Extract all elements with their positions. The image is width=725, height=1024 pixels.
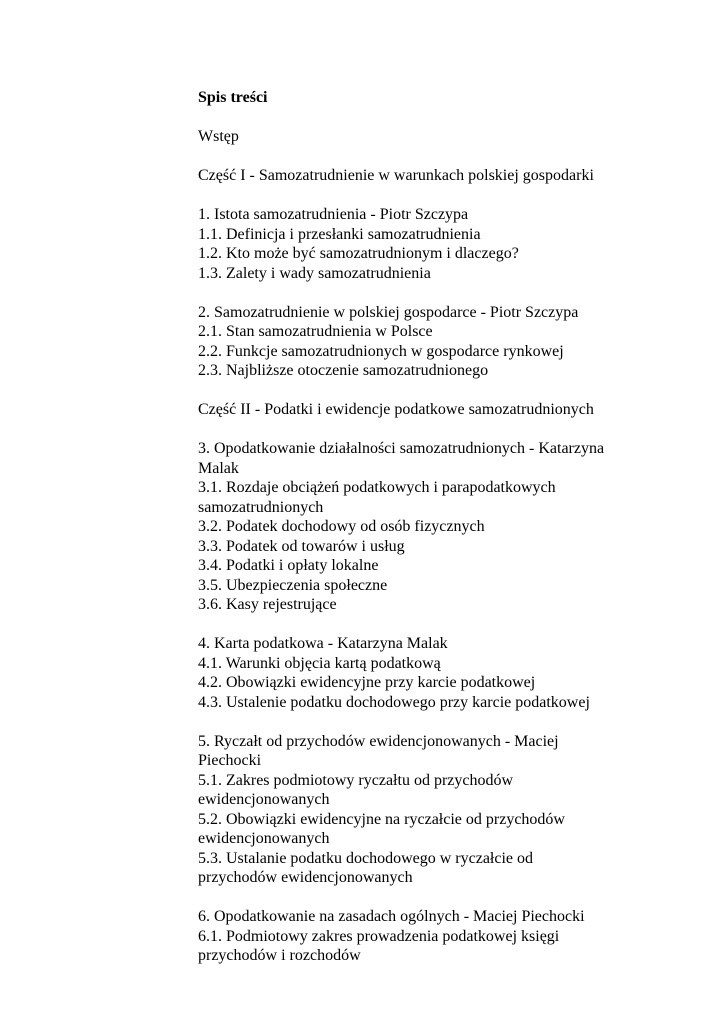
chapter-4 bbox=[198, 634, 668, 712]
chapter-3 bbox=[198, 439, 668, 615]
toc-entry: 4.3. Ustalenie podatku dochodowego przy karcie podatkowej bbox=[198, 693, 590, 711]
table-of-contents bbox=[198, 88, 668, 966]
toc-entry: 3.6. Kasy rejestrujące bbox=[198, 596, 337, 613]
chapter-5-heading: 5. Ryczałt od przychodów ewidencjonowanych - Maciej bbox=[198, 732, 559, 750]
chapter-5 bbox=[198, 732, 668, 888]
toc-entry: 6.1. Podmiotowy zakres prowadzenia podatkowej księgi bbox=[198, 927, 560, 945]
toc-entry: ewidencjonowanych bbox=[198, 830, 330, 847]
spacer bbox=[198, 186, 668, 206]
toc-entry: 2.3. Najbliższe otoczenie samozatrudnionego bbox=[198, 362, 489, 379]
toc-intro: Wstęp bbox=[198, 128, 239, 145]
chapter-1 bbox=[198, 205, 668, 283]
toc-entry: przychodów ewidencjonowanych bbox=[198, 869, 413, 886]
spacer bbox=[198, 712, 668, 732]
part-2-heading: Część II - Podatki i ewidencje podatkowe samozatrudnionych bbox=[198, 401, 594, 418]
chapter-4-heading: 4. Karta podatkowa - Katarzyna Malak bbox=[198, 635, 448, 652]
toc-entry: 3.3. Podatek od towarów i usług bbox=[198, 537, 405, 555]
toc-entry: przychodów i rozchodów bbox=[198, 947, 361, 964]
toc-entry: 2.1. Stan samozatrudnienia w Polsce bbox=[198, 323, 433, 340]
spacer bbox=[198, 147, 668, 167]
spacer bbox=[198, 381, 668, 401]
spacer bbox=[198, 420, 668, 440]
toc-entry: 2.2. Funkcje samozatrudnionych w gospodarce rynkowej bbox=[198, 342, 564, 360]
toc-entry: 5.1. Zakres podmiotowy ryczałtu od przychodów bbox=[198, 771, 514, 789]
toc-entry: samozatrudnionych bbox=[198, 498, 324, 516]
toc-title: Spis treści bbox=[198, 89, 268, 106]
spacer bbox=[198, 283, 668, 303]
chapter-3-heading: 3. Opodatkowanie działalności samozatrudnionych - Katarzyna bbox=[198, 440, 605, 457]
chapter-1-heading: 1. Istota samozatrudnienia - Piotr Szczypa bbox=[198, 206, 469, 223]
chapter-2-heading: 2. Samozatrudnienie w polskiej gospodarce - Piotr Szczypa bbox=[198, 303, 579, 321]
toc-entry: 1.2. Kto może być samozatrudnionym i dlaczego? bbox=[198, 245, 519, 262]
toc-entry: 3.5. Ubezpieczenia społeczne bbox=[198, 576, 388, 594]
chapter-3-heading-cont: Malak bbox=[198, 459, 239, 477]
chapter-6 bbox=[198, 907, 668, 966]
chapter-2 bbox=[198, 303, 668, 381]
toc-entry: 5.2. Obowiązki ewidencyjne na ryczałcie od przychodów bbox=[198, 810, 565, 828]
toc-entry: 3.2. Podatek dochodowy od osób fizycznych bbox=[198, 518, 485, 535]
part-1-heading: Część I - Samozatrudnienie w warunkach polskiej gospodarki bbox=[198, 167, 594, 184]
spacer bbox=[198, 888, 668, 908]
chapter-6-heading: 6. Opodatkowanie na zasadach ogólnych - Maciej Piechocki bbox=[198, 908, 585, 925]
toc-entry: 5.3. Ustalanie podatku dochodowego w ryczałcie od bbox=[198, 849, 534, 867]
toc-entry: 1.1. Definicja i przesłanki samozatrudnienia bbox=[198, 225, 481, 243]
chapter-5-heading-cont: Piechocki bbox=[198, 752, 262, 769]
toc-entry: 4.1. Warunki objęcia kartą podatkową bbox=[198, 654, 441, 672]
toc-entry: 4.2. Obowiązki ewidencyjne przy karcie podatkowej bbox=[198, 674, 536, 691]
toc-entry: 1.3. Zalety i wady samozatrudnienia bbox=[198, 264, 431, 282]
spacer bbox=[198, 108, 668, 128]
spacer bbox=[198, 615, 668, 635]
toc-entry: ewidencjonowanych bbox=[198, 791, 330, 808]
toc-entry: 3.1. Rozdaje obciążeń podatkowych i parapodatkowych bbox=[198, 479, 556, 496]
toc-entry: 3.4. Podatki i opłaty lokalne bbox=[198, 557, 379, 574]
